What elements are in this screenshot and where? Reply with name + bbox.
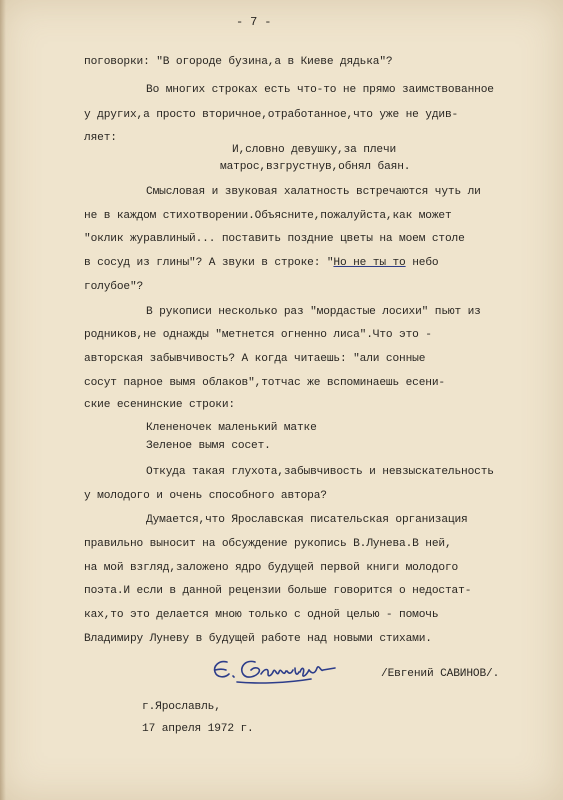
text-line: В рукописи несколько раз "мордастые лосихи" пьют из <box>146 306 481 318</box>
text-segment: в сосуд из глины"? А звуки в строке: " <box>84 257 334 269</box>
text-line: родников,не однажды "метнется огненно лиса".Что это - <box>84 329 432 341</box>
poem-line: Зеленое вымя сосет. <box>146 440 271 452</box>
text-line: авторская забывчивость? А когда читаешь: "али сонные <box>84 353 426 365</box>
text-line: Думается,что Ярославская писательская организация <box>146 514 468 526</box>
text-line <box>84 256 438 270</box>
text-line: ляет: <box>84 132 117 144</box>
underlined-phrase: Но не ты то <box>333 257 406 269</box>
poem-line: И,словно девушку,за плечи <box>232 144 397 156</box>
text-line: у других,а просто вторичное,отработанное,что уже не удив- <box>84 109 459 121</box>
handwritten-signature <box>207 652 347 688</box>
text-line: на мой взгляд,заложено ядро будущей первой книги молодого <box>84 562 459 574</box>
text-line: голубое"? <box>84 281 144 293</box>
text-line: не в каждом стихотворении.Объясните,пожалуйста,как может <box>84 210 452 222</box>
text-line: поэта.И если в данной рецензии больше говорится о недостат- <box>84 585 472 597</box>
text-line: Смысловая и звуковая халатность встречаются чуть ли <box>146 186 481 198</box>
text-line: правильно выносит на обсуждение рукопись В.Лунева.В ней, <box>84 538 452 550</box>
author-name: /Евгений САВИНОВ/. <box>381 668 500 680</box>
text-line: Откуда такая глухота,забывчивость и невзыскательность <box>146 466 494 478</box>
signature-drawing <box>207 652 347 688</box>
date-line: 17 апреля 1972 г. <box>142 723 254 735</box>
page-edge-shadow <box>0 0 6 800</box>
poem-line: матрос,взгрустнув,обнял баян. <box>220 161 411 173</box>
text-segment: небо <box>405 257 439 269</box>
text-line: поговорки: "В огороде бузина,а в Киеве дядька"? <box>84 56 393 68</box>
text-line: сосут парное вымя облаков",тотчас же вспоминаешь есени- <box>84 377 445 389</box>
poem-line: Клененочек маленький матке <box>146 422 317 434</box>
place-line: г.Ярославль, <box>142 701 221 713</box>
text-line: ках,то это делается мною только с одной целью - помочь <box>84 609 439 621</box>
text-line: ские есенинские строки: <box>84 399 235 411</box>
text-line: Владимиру Луневу в будущей работе над новыми стихами. <box>84 633 432 645</box>
text-line: Во многих строках есть что-то не прямо заимствованное <box>146 84 494 96</box>
page-number: - 7 - <box>236 15 272 29</box>
text-line: у молодого и очень способного автора? <box>84 490 327 502</box>
text-line: "оклик журавлиный... поставить поздние цветы на моем столе <box>84 233 465 245</box>
